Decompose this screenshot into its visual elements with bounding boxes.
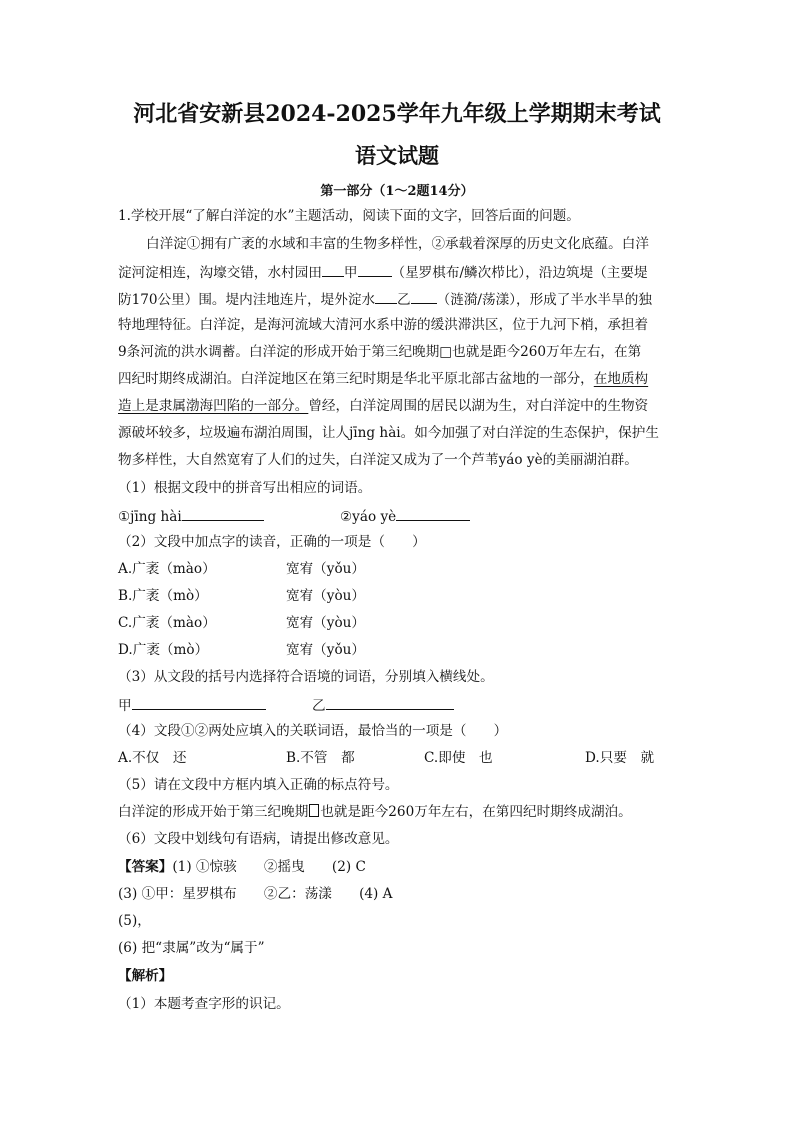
- pinyin-answer-row: [340, 505, 470, 527]
- sub-question-3: （3）从文段的括号内选择符合语境的词语，分别填入横线处。: [118, 669, 494, 685]
- passage-text: 防170公里）围。堤内洼地连片，堤外淀水: [118, 292, 376, 308]
- option-right: 宽宥（yòu）: [286, 615, 365, 631]
- answer-blank: [182, 505, 264, 521]
- sentence-part: 白洋淀的形成开始于第三纪晚期: [118, 804, 309, 820]
- option-row: [118, 586, 208, 606]
- fill-label-jia: 甲: [118, 698, 132, 714]
- option-row: [286, 640, 365, 660]
- passage-text: 四纪时期终成湖泊。白洋淀地区在第三纪时期是华北平原北部古盆地的一部分，: [118, 371, 594, 387]
- passage-text: 曾经，白洋淀周围的居民以湖为生，对白洋淀中的生物资: [308, 398, 649, 414]
- answer-blank: [132, 694, 266, 710]
- option-left: B.广袤（mò）: [118, 588, 208, 604]
- passage-line: [118, 261, 648, 283]
- sub-question-6: （6）文段中划线句有语病，请提出修改意见。: [118, 831, 399, 847]
- option-left: A.广袤（mào）: [118, 561, 216, 577]
- answer-blank: [396, 505, 470, 521]
- blank-line: [322, 261, 344, 277]
- option-right: 宽宥（yǒu）: [286, 642, 365, 658]
- passage-line: 白洋淀①拥有广袤的水域和丰富的生物多样性，②承载着深厚的历史文化底蕴。白洋: [146, 236, 649, 252]
- passage-line: 特地理特征。白洋淀，是海河流域大清河水系中游的缓洪滞洪区，位于九河下梢，承担着: [118, 317, 649, 333]
- blank-mark-jia: 甲: [343, 265, 358, 281]
- blank-line: [375, 288, 397, 304]
- option-row: [286, 559, 365, 579]
- underlined-sentence: 在地质构: [593, 371, 649, 387]
- fill-row: [312, 694, 454, 716]
- option-row: [286, 613, 365, 633]
- section-heading: 第一部分（1～2题14分）: [320, 184, 474, 199]
- pinyin-answer-row: [118, 505, 264, 527]
- sub-question-1: （1）根据文段中的拼音写出相应的词语。: [118, 480, 372, 496]
- punctuation-box: [309, 804, 319, 817]
- passage-text: 淀河淀相连，沟壕交错，水村园田: [118, 265, 322, 281]
- option-row: [118, 559, 216, 579]
- sub-question-4: （4）文段①②两处应填入的关联词语，最恰当的一项是（ ）: [118, 723, 508, 739]
- sentence-part: 也就是距今260万年左右，在第四纪时期终成湖泊。: [320, 804, 632, 820]
- passage-text: （星罗棋布/鳞次栉比），沿边筑堤（主要堤: [391, 265, 648, 281]
- fill-label-yi: 乙: [312, 698, 326, 714]
- passage-line: [118, 396, 648, 416]
- passage-line: [118, 288, 652, 310]
- pinyin-a: ①jīng hài: [118, 509, 182, 525]
- page-subtitle: 语文试题: [355, 143, 439, 168]
- answer-blank: [326, 694, 454, 710]
- option-left: C.广袤（mào）: [118, 615, 216, 631]
- option-b: B.不管 都: [286, 750, 355, 766]
- option-row: [118, 613, 216, 633]
- page-title: 河北省安新县2024-2025学年九年级上学期期末考试: [133, 101, 661, 127]
- passage-line: 物多样性，大自然宽宥了人们的过失，白洋淀又成为了一个芦苇yáo yè的美丽湖泊群。: [118, 452, 638, 468]
- sub-question-2: （2）文段中加点字的读音，正确的一项是（ ）: [118, 534, 426, 550]
- option-row: [118, 640, 208, 660]
- answer-line: [118, 857, 366, 877]
- blank-mark-yi: 乙: [397, 292, 411, 308]
- passage-line: 源破坏较多，垃圾遍布湖泊周围，让人jīng hài。如今加强了对白洋淀的生态保护，保护生: [118, 425, 659, 441]
- passage-line: 9条河流的洪水调蓄。白洋淀的形成开始于第三纪晚期□也就是距今260万年左右，在第: [118, 344, 642, 360]
- option-right: 宽宥（yòu）: [286, 588, 365, 604]
- analysis-line: （1）本题考查字形的识记。: [118, 996, 290, 1012]
- answer-text: (1) ①惊骇 ②摇曳 (2) C: [172, 859, 366, 875]
- passage-line: [118, 369, 648, 389]
- option-a: A.不仅 还: [118, 750, 187, 766]
- underlined-sentence: 造上是隶属渤海凹陷的一部分。: [118, 398, 309, 414]
- fill-row: [118, 694, 266, 716]
- answer-label: 【答案】: [118, 859, 173, 875]
- option-c: C.即使 也: [424, 750, 493, 766]
- answer-line: (5)，: [118, 913, 151, 929]
- option-d: D.只要 就: [585, 750, 655, 766]
- blank-line: [411, 288, 437, 304]
- question-prompt: 1.学校开展“了解白洋淀的水”主题活动，阅读下面的文字，回答后面的问题。: [118, 208, 580, 224]
- punctuation-sentence: [118, 802, 632, 822]
- blank-line: [358, 261, 392, 277]
- answer-line: (6) 把“隶属”改为“属于”: [118, 940, 265, 956]
- option-right: 宽宥（yǒu）: [286, 561, 365, 577]
- passage-text: （涟漪/荡漾），形成了半水半旱的独: [436, 292, 652, 308]
- option-left: D.广袤（mò）: [118, 642, 209, 658]
- option-row: [286, 586, 365, 606]
- sub-question-5: （5）请在文段中方框内填入正确的标点符号。: [118, 777, 399, 793]
- pinyin-b: ②yáo yè: [340, 509, 397, 525]
- answer-line: (3) ①甲：星罗棋布 ②乙：荡漾 (4) A: [118, 886, 393, 902]
- analysis-label: 【解析】: [118, 968, 173, 984]
